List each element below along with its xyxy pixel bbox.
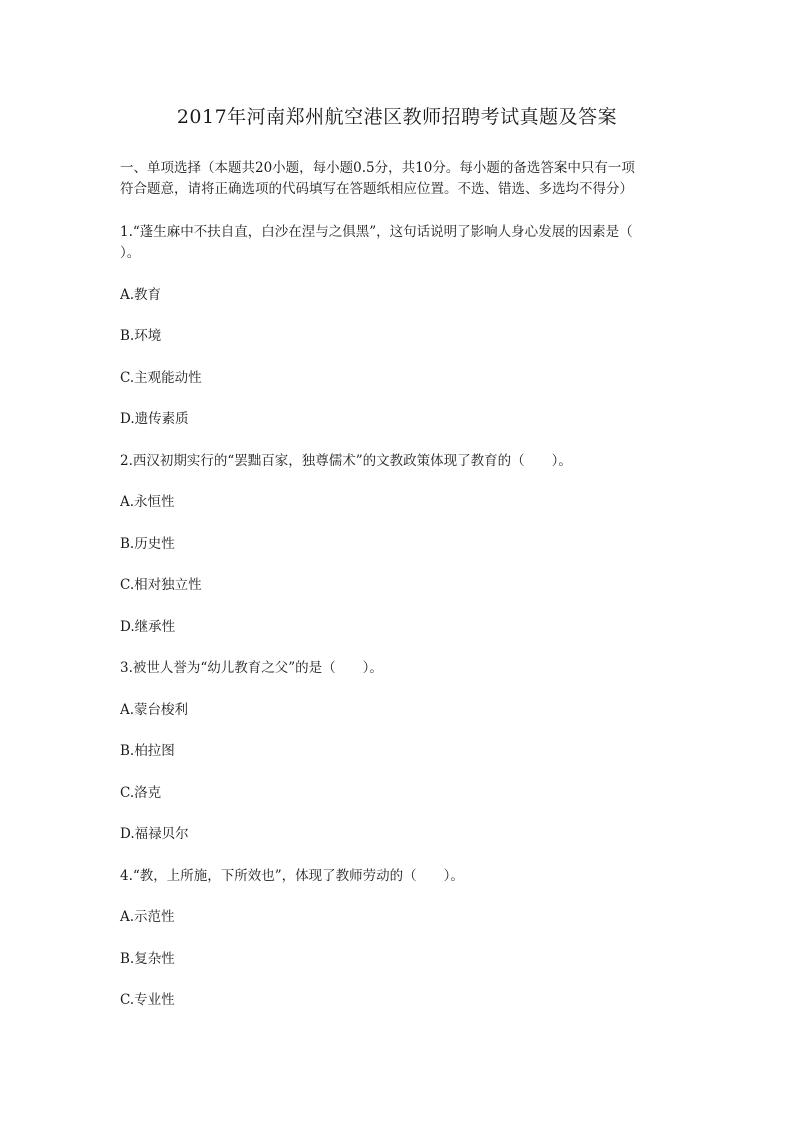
question-3-option-d: D.福禄贝尔 <box>120 826 189 842</box>
section-instruction-line-2: 符合题意，请将正确选项的代码填写在答题纸相应位置。不选、错选、多选均不得分） <box>120 181 633 197</box>
question-4-option-a: A.示范性 <box>120 909 175 925</box>
question-2-option-d: D.继承性 <box>120 619 176 635</box>
question-2-option-c: C.相对独立性 <box>120 577 202 593</box>
document-title: 2017年河南郑州航空港区教师招聘考试真题及答案 <box>176 106 618 128</box>
question-2-option-b: B.历史性 <box>120 536 175 552</box>
question-3-stem: 3.被世人誉为“幼儿教育之父”的是（ ）。 <box>120 660 383 676</box>
question-3-option-a: A.蒙台梭利 <box>120 702 189 718</box>
question-2-option-a: A.永恒性 <box>120 494 175 510</box>
question-2-stem: 2.西汉初期实行的“罢黜百家，独尊儒术”的文教政策体现了教育的（ ）。 <box>120 453 572 469</box>
question-1-option-b: B.环境 <box>120 328 162 344</box>
question-3-option-b: B.柏拉图 <box>120 743 175 759</box>
question-3-option-c: C.洛克 <box>120 785 162 801</box>
question-1-stem-continued: ）。 <box>120 245 141 261</box>
question-1-stem: 1.“蓬生麻中不扶自直，白沙在涅与之俱黑”，这句话说明了影响人身心发展的因素是（ <box>120 224 633 240</box>
question-1-option-c: C.主观能动性 <box>120 370 202 386</box>
question-4-option-b: B.复杂性 <box>120 951 175 967</box>
question-4-option-c: C.专业性 <box>120 992 175 1008</box>
question-4-stem: 4.“教，上所施，下所效也”，体现了教师劳动的（ ）。 <box>120 868 464 884</box>
question-1-option-a: A.教育 <box>120 287 162 303</box>
question-1-option-d: D.遗传素质 <box>120 411 189 427</box>
section-instruction-line-1: 一、单项选择（本题共20小题，每小题0.5分，共10分。每小题的备选答案中只有一项 <box>120 160 635 176</box>
